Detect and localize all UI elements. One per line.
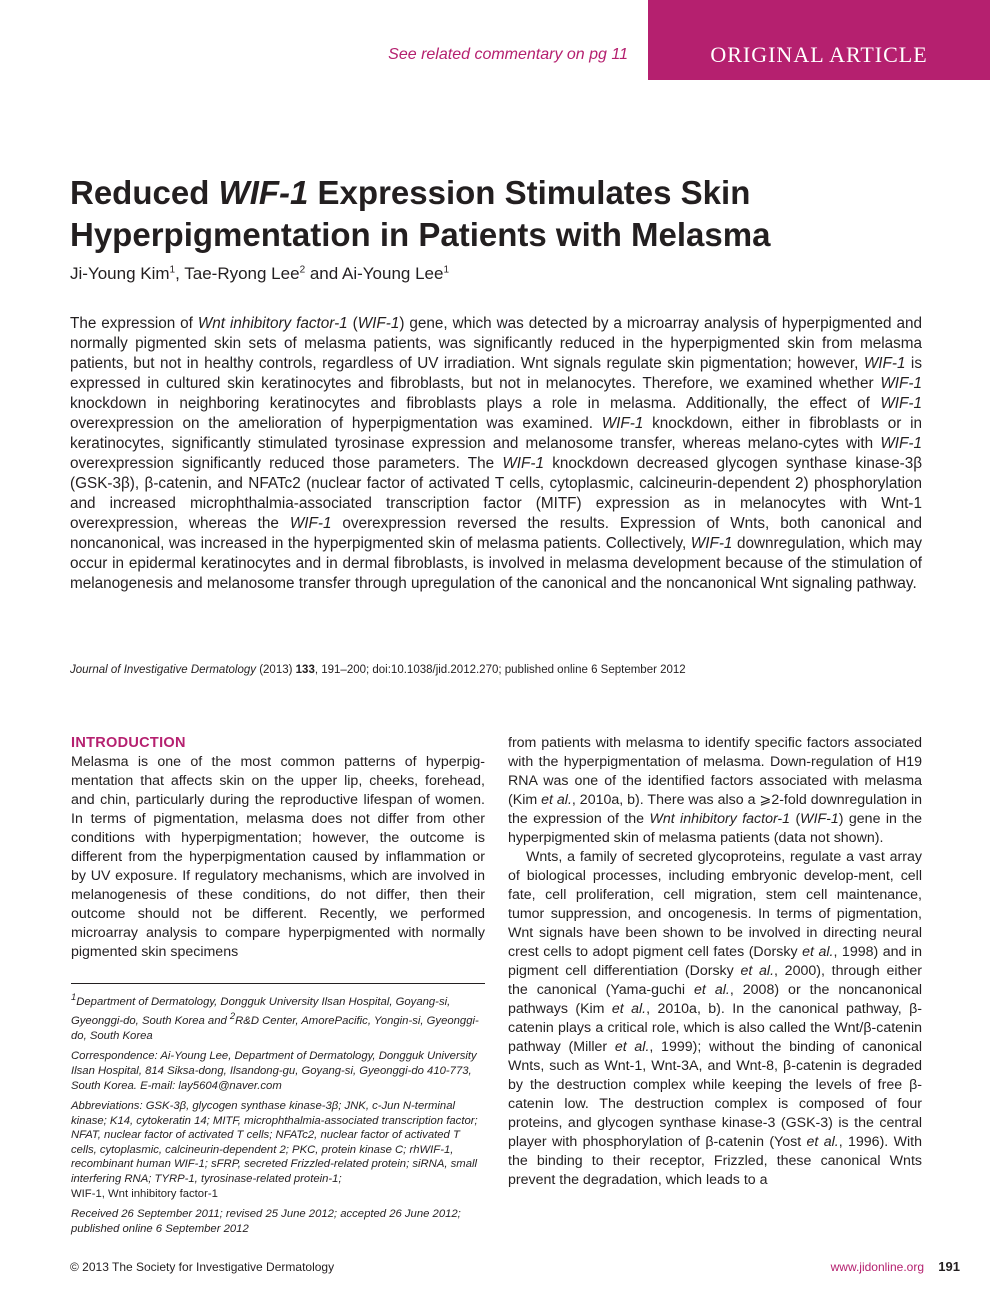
journal-volume: 133 bbox=[295, 664, 315, 676]
journal-website-link[interactable]: www.jidonline.org bbox=[830, 1260, 924, 1274]
author-name: Ai-Young Lee bbox=[342, 264, 444, 283]
author-separator: and bbox=[305, 264, 342, 283]
author-name: Ji-Young Kim bbox=[70, 264, 170, 283]
abstract: The expression of Wnt inhibitory factor-1 (WIF-1) gene, which was detected by a microarray analysis of hyperpigmented and normally pigmented skin sets of melasma patients, was significantly reduced in the hyperpigmented skin from melasma patients, but not in healthy controls, regardless of UV irradiation. Wnt signals regulate skin pigmentation; however, WIF-1 is expressed in cultured skin keratinocytes and fibroblasts, but not in melanocytes. Therefore, we examined whether WIF-1 knockdown in neighboring keratinocytes and fibroblasts plays a role in melasma. Additionally, the effect of WIF-1 overexpression on the amelioration of hyperpigmentation was examined. WIF-1 knockdown, either in fibroblasts or in keratinocytes, significantly stimulated tyrosinase expression and melanosome transfer, whereas melano-cytes with WIF-1 overexpression significantly reduced those parameters. The WIF-1 knockdown decreased glycogen synthase kinase-3β (GSK-3β), β-catenin, and NFATc2 (nuclear factor of activated T cells, cytoplasmic, calcineurin-dependent 2) phosphorylation and increased microphthalmia-associated transcription factor (MITF) expression as in melanocytes with Wnt-1 overexpression, whereas the WIF-1 overexpression reversed the results. Expression of Wnts, both canonical and noncanonical, was increased in the hyperpigmented skin of melasma patients. Collectively, WIF-1 downregulation, which may occur in epidermal keratinocytes and in dermal fibroblasts, is involved in melasma development because of the stimulation of melanogenesis and melanosome transfer through upregulation of the canonical and the noncanonical Wnt signaling pathway. bbox=[70, 315, 922, 592]
title-text-rest: Expression Stimulates Skin Hyperpigmentation in Patients with Melasma bbox=[70, 174, 771, 253]
right-column bbox=[508, 734, 922, 1190]
journal-citation: Journal of Investigative Dermatology (2013) 133, 191–200; doi:10.1038/jid.2012.270; published online 6 September 2012 bbox=[70, 664, 686, 676]
paragraph: from patients with melasma to identify specific factors associated with the hyperpigmentation of melasma. Down-regulation of H19 RNA was one of the identified factors associated with melasma (Kim et al., 2010a, b). There was also a ⩾2-fold downregulation in the expression of the Wnt inhibitory factor-1 (WIF-1) gene in the hyperpigmented skin of melasma patients (data not shown). bbox=[508, 735, 922, 846]
article-type-badge bbox=[648, 0, 990, 80]
article-type-label: ORIGINAL ARTICLE bbox=[710, 42, 928, 67]
left-column bbox=[71, 734, 485, 962]
title-gene: WIF-1 bbox=[218, 174, 309, 211]
article-title bbox=[70, 172, 930, 256]
footnotes bbox=[71, 983, 485, 1242]
correspondence: Correspondence: Ai-Young Lee, Department of Dermatology, Dongguk University Ilsan Hospital, 814 Siksa-dong, Ilsandong-gu, Goyang-si, Gyeonggi-do 410-773, South Korea. E-mail: lay5604@naver.com bbox=[71, 1050, 477, 1092]
author-affiliation-sup: 1 bbox=[169, 264, 176, 276]
affiliations: $^1$Department of Dermatology, Dongguk University Ilsan Hospital, Goyang-si, Gyeonggi-do, South Korea and $^2$R&D Center, AmorePacific, Yongin-si, Gyeonggi-do, South Korea bbox=[71, 991, 479, 1042]
header-bar bbox=[0, 0, 990, 80]
author-affiliation-sup: 1 bbox=[443, 264, 450, 276]
section-heading-introduction: INTRODUCTION bbox=[71, 735, 186, 751]
received-dates: Received 26 September 2011; revised 25 June 2012; accepted 26 June 2012; published online 6 September 2012 bbox=[71, 1208, 461, 1235]
author-separator: , bbox=[175, 264, 185, 283]
journal-name: Journal of Investigative Dermatology bbox=[70, 664, 257, 676]
paragraph: Melasma is one of the most common patterns of hyperpig-mentation that affects skin on the upper lip, cheeks, forehead, and chin, particularly during the reproductive lifespan of women. In terms of pigmentation, melasma does not differ from other conditions with hyperpigmentation; however, the outcome is different from the hyperpigmentation caused by inflammation or by UV exposure. If regulatory mechanisms, which are involved in melanogenesis of these conditions, do not differ, then their outcome should not be different. Recently, we performed microarray analysis to compare hyperpigmented with normally pigmented skin specimens bbox=[71, 754, 485, 960]
author-name: Tae-Ryong Lee bbox=[184, 264, 300, 283]
paragraph: Wnts, a family of secreted glycoproteins, regulate a vast array of biological processes, including embryonic develop-ment, cell fate, cell proliferation, cell migration, stem cell maintenance, tumor suppression, and oncogenesis. In terms of pigmentation, Wnt signals have been shown to be involved in directing neural crest cells to adopt pigment cell fates (Dorsky et al., 1998) and in pigment cell differentiation (Dorsky et al., 2000), through either the canonical (Yama-guchi et al., 2008) or the noncanonical pathways (Kim et al., 2010a, b). In the canonical pathway, β-catenin plays a critical role, which is also called the Wnt/β-catenin pathway (Miller et al., 1999); without the binding of canonical Wnts, such as Wnt-1, Wnt-3A, and Wnt-8, β-catenin is degraded by the destruction complex while keeping the levels of free β-catenin low. The destruction complex is composed of four proteins, and glycogen synthase kinase-3 (GSK-3) is the central player with phosphorylation of β-catenin (Yost et al., 1996). With the binding to their receptor, Frizzled, these canonical Wnts prevent the degradation, which leads to a bbox=[508, 849, 923, 1188]
author-affiliation-sup: 2 bbox=[299, 264, 306, 276]
title-text: Reduced bbox=[70, 174, 219, 211]
author-list bbox=[70, 264, 449, 284]
abbreviations: Abbreviations: GSK-3β, glycogen synthase kinase-3β; JNK, c-Jun N-terminal kinase; K14, cytokeratin 14; MITF, microphthalmia-associated transcription factor; NFAT, nuclear factor of activated T cells; NFATc2, nuclear factor of activated T cells, cytoplasmic, calcineurin-dependent 2; PKC, protein kinase C; rhWIF-1, recombinant human WIF-1; sFRP, secreted Frizzled-related protein; siRNA, small interfering RNA; TYRP-1, tyrosinase-related protein-1; WIF-1, Wnt inhibitory factor-1 bbox=[71, 1100, 478, 1200]
page-number: 191 bbox=[938, 1259, 960, 1274]
copyright-notice: © 2013 The Society for Investigative Dermatology bbox=[70, 1260, 335, 1274]
related-commentary-link[interactable]: See related commentary on pg 11 bbox=[388, 46, 628, 63]
